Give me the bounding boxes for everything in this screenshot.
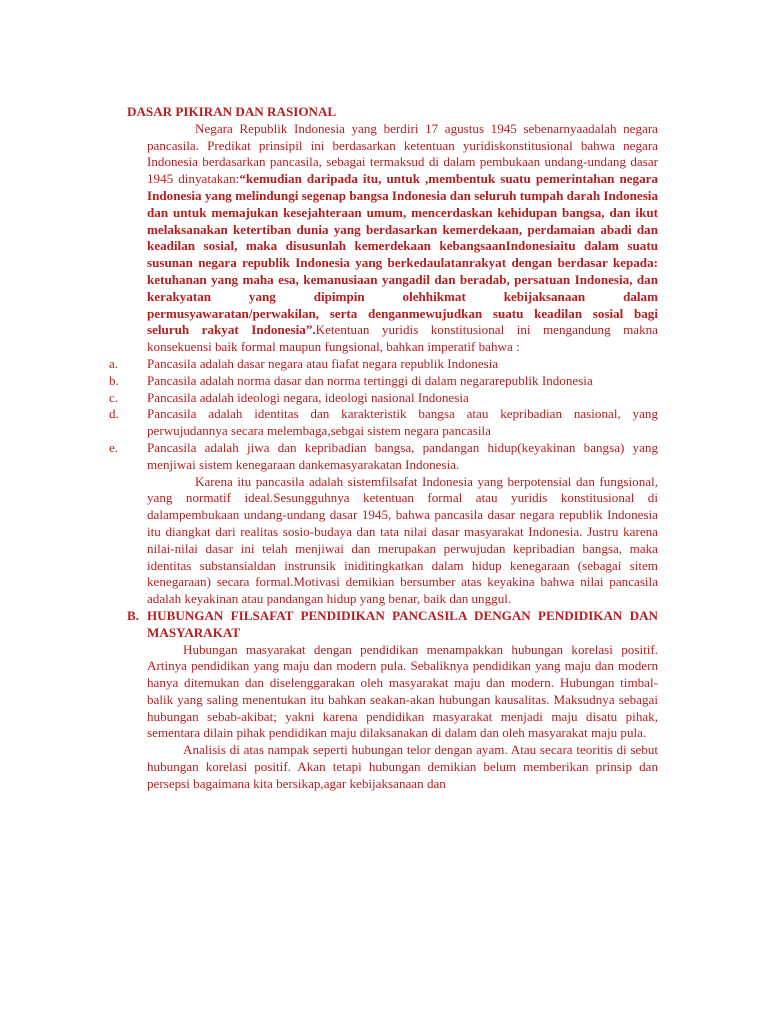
list-item-text: Pancasila adalah ideologi negara, ideologi nasional Indonesia [147,389,469,405]
list-item [109,389,658,407]
list-item-text: Pancasila adalah dasar negara atau fiafat negara republik Indonesia [147,355,499,371]
section-b-title: HUBUNGAN FILSAFAT PENDIDIKAN PANCASILA DENGAN PENDIDIKAN DAN MASYARAKAT [147,607,658,640]
section-heading: DASAR PIKIRAN DAN RASIONAL [127,104,337,119]
intro-text-2: Ketentuan yuridis konstitusional ini mengandung makna konsekuensi baik formal maupun fungsional, bahkan imperatif bahwa : [147,322,658,355]
list-marker: c. [109,389,119,405]
intro-text-1: Negara Republik Indonesia yang berdiri 17 agustus 1945 sebenarnyaadalah negara pancasila. Predikat prinsipil ini berdasarkan ketentuan yuridiskonstitusional bahwa negara Indonesia berdasarkan pancasila, sebagai termaksud di dalam pembukaan undang-undang dasar 1945 dinyatakan: [147,120,658,187]
list-item-text: Pancasila adalah norma dasar dan norma tertinggi di dalam negararepublik Indonesia [147,372,593,388]
philosophy-text: Karena itu pancasila adalah sistemfilsafat Indonesia yang berpotensial dan fungsional, yang normatif ideal.Sesungguhnya ketentuan formal atau yuridis konstitusional di dalampembukaan undang-undang dasar 1945, bahwa pancasila dasar negara republik Indonesia itu diangkat dari realitas sosio-budaya dan tata nilai dasar masyarakat Indonesia. Justru karena nilai-nilai dasar ini telah menjiwai dan merupakan perwujudan kepribadian bangsa, maka identitas substansialdan instrunsik iniditingkatkan dalam hidup kenegaraan (sebagai sitem kenegaraan) secara formal.Motivasi demikian bersumber atas keyakina bahwa nilai pancasila adalah keyakinan atau pandangan hidup yang benar, baik dan unggul. [147,473,658,607]
list-item [109,406,658,440]
list-marker: e. [109,439,119,455]
list-item [109,372,658,390]
list-marker: b. [109,372,119,388]
section-b-marker: B. [127,607,140,623]
imperative-list [109,355,658,474]
intro-quote: “kemudian daripada itu, untuk ,membentuk suatu pemerintahan negara Indonesia yang melindungi segenap bangsa Indonesia dan seluruh tumpah darah Indonesia dan untuk memajukan kesejahteraan umum, mencerdaskan kehidupan bangsa, dan ikut melaksanakan ketertiban dunia yang berdasarkan kemerdekaan, perdamaian abadi dan keadilan sosial, maka disusunlah kemerdekaan kebangsaanIndonesiaitu dalam suatu susunan negara republik Indonesia yang berkedaulatanrakyat dengan berdasar kepada: ketuhanan yang maha esa, kemanusiaan yangadil dan beradab, persatuan Indonesia, dan kerakyatan yang dipimpin olehhikmat kebijaksanaan dalam permusyawaratan/perwakilan, serta denganmewujudkan suatu keadilan sosial bagi seluruh rakyat Indonesia”. [147,171,658,338]
document-content [109,104,658,793]
analysis-text: Analisis di atas nampak seperti hubungan telor dengan ayam. Atau secara teoritis di sebut hubungan korelasi positif. Akan tetapi hubungan demikian belum memberikan prinsip dan persepsi bagaimana kita bersikap,agar kebijaksanaan dan [147,742,658,791]
section-b-heading [127,608,658,642]
philosophy-paragraph [127,474,658,608]
list-marker: d. [109,406,119,422]
intro-paragraph [127,121,658,356]
list-item [109,355,658,373]
analysis-paragraph [127,742,658,792]
relation-text: Hubungan masyarakat dengan pendidikan menampakkan hubungan korelasi positif. Artinya pendidikan yang maju dan modern pula. Sebaliknya pendidikan yang maju dan modern hanya ditemukan dan diselenggarakan oleh masyarakat maju dan modern. Hubungan timbal-balik yang saling menentukan itu bahkan seakan-akan hubungan kausalitas. Maksudnya sebagai hubungan sebab-akibat; yakni karena pendidikan masyarakat menjadi maju disatu pihak, sementara dilain pihak pendidikan maju dilaksanakan di dalam dan oleh masyarakat maju pula. [147,641,658,741]
list-marker: a. [109,355,119,371]
list-item-text: Pancasila adalah identitas dan karakteristik bangsa atau kepribadian nasional, yang perwujudannya secara melembaga,sebgai sistem negara pancasila [147,406,658,439]
relation-paragraph [127,642,658,743]
list-item-text: Pancasila adalah jiwa dan kepribadian bangsa, pandangan hidup(keyakinan bangsa) yang menjiwai sistem kenegaraan dankemasyarakatan Indonesia. [147,439,658,472]
list-item [109,439,658,474]
